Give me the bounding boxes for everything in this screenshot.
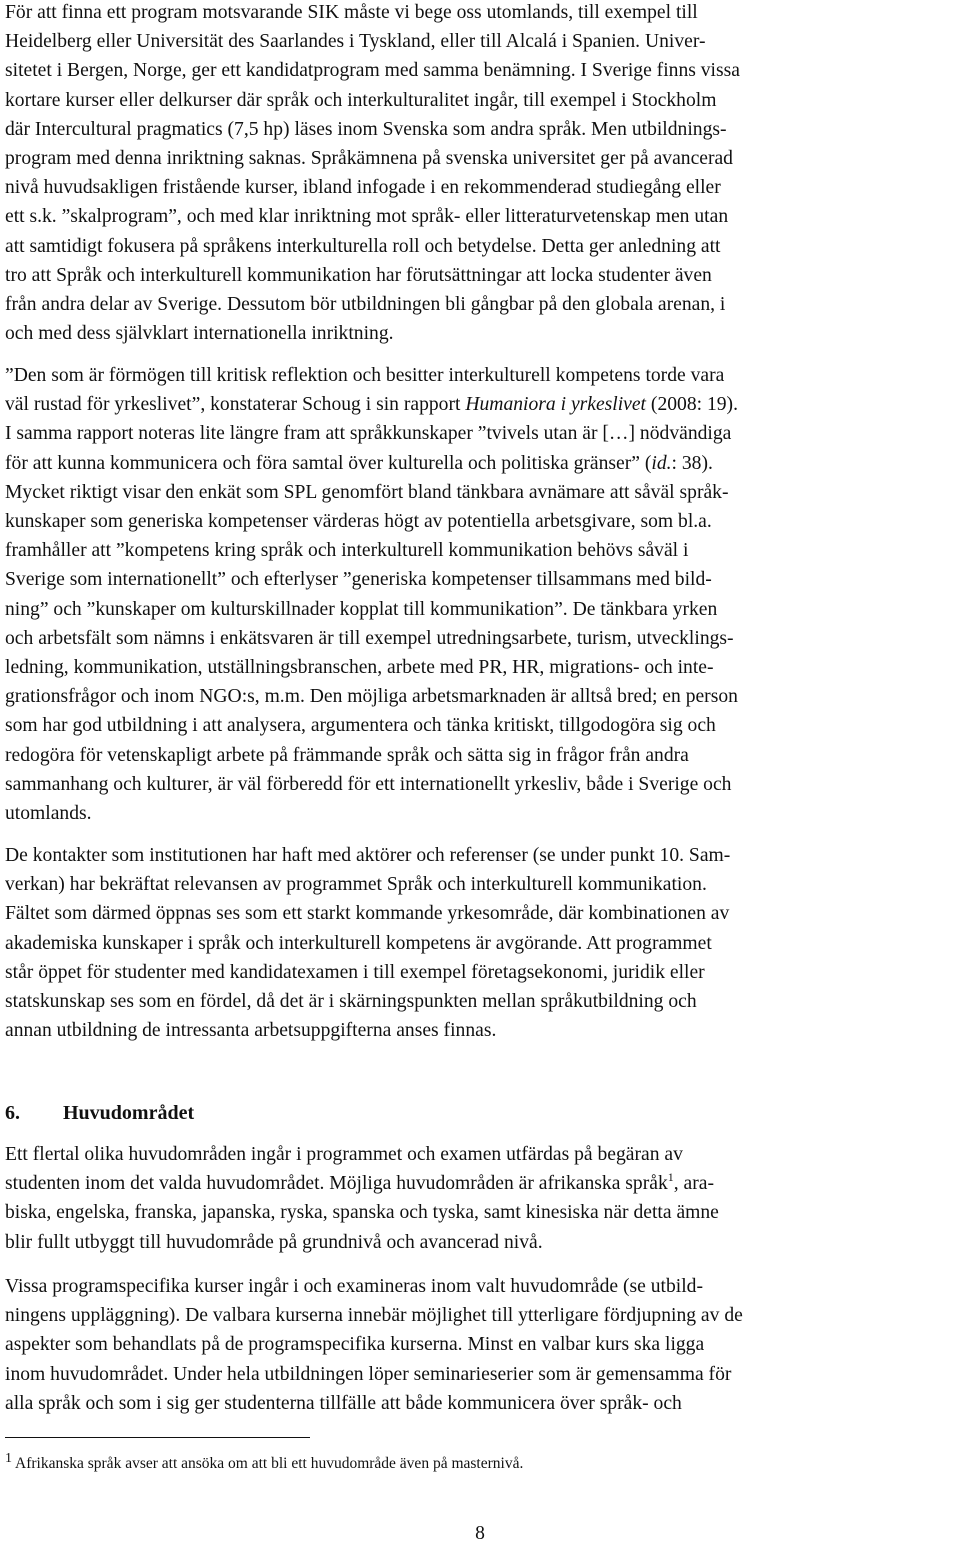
footnote-divider	[5, 1437, 310, 1438]
text-line: program med denna inriktning saknas. Språkämnena på svenska universitet ger på avancerad	[5, 148, 733, 170]
text-segment: studenten inom det valda huvudområdet. Möjliga huvudområden är afrikanska språk	[5, 1173, 668, 1195]
text-line: De kontakter som institutionen har haft med aktörer och referenser (se under punkt 10. Sam-	[5, 845, 731, 866]
text-line	[5, 1169, 957, 1198]
paragraph-program-comparison	[5, 0, 957, 348]
text-line: från andra delar av Sverige. Dessutom bör utbildningen bli gångbar på den globala arenan, i	[5, 294, 726, 316]
text-line: ”Den som är förmögen till kritisk reflektion och besitter interkulturell kompetens torde vara	[5, 365, 725, 386]
footnote-reference[interactable]: 1	[667, 1170, 674, 1185]
text-line: För att finna ett program motsvarande SIK måste vi bege oss utomlands, till exempel till	[5, 2, 698, 23]
paragraph-institution-contacts	[5, 841, 957, 1045]
text-line	[5, 390, 957, 419]
text-line: redogöra för vetenskapligt arbete på främmande språk och sätta sig in frågor från andra	[5, 744, 689, 766]
text-line: statskunskap ses som en fördel, då det är i skärningspunkten mellan språkutbildning och	[5, 991, 697, 1013]
section-title: Huvudområdet	[63, 1102, 195, 1124]
text-line: där Intercultural pragmatics (7,5 hp) läses inom Svenska som andra språk. Men utbildnings-	[5, 118, 727, 140]
text-line: Vissa programspecifika kurser ingår i och examineras inom valt huvudområde (se utbild-	[5, 1276, 704, 1297]
text-line: framhåller att ”kompetens kring språk och interkulturell kommunikation behövs såväl i	[5, 540, 689, 562]
text-line	[5, 449, 957, 478]
text-line: grationsfrågor och inom NGO:s, m.m. Den möjliga arbetsmarknaden är alltså bred; en person	[5, 686, 738, 708]
text-line: inom huvudområdet. Under hela utbildningen löper seminarieserier som är gemensamma för	[5, 1363, 732, 1385]
text-line: utomlands.	[5, 803, 92, 825]
text-line: Heidelberg eller Universität des Saarlandes i Tyskland, eller till Alcalá i Spanien. Univer-	[5, 31, 706, 53]
text-line: ning” och ”kunskaper om kulturskillnader kopplat till kommunikation”. De tänkbara yrken	[5, 598, 718, 620]
text-line: och med dess självklart internationella inriktning.	[5, 323, 394, 345]
text-line: I samma rapport noteras lite längre fram att språkkunskaper ”tvivels utan är […] nödvändiga	[5, 423, 732, 445]
text-line: alla språk och som i sig ger studenterna tillfälle att både kommunicera över språk- och	[5, 1392, 682, 1414]
citation-id: id.	[651, 452, 672, 474]
text-line: verkan) har bekräftat relevansen av programmet Språk och interkulturell kommunikation.	[5, 874, 707, 896]
text-line: och arbetsfält som nämns i enkätsvaren är till exempel utredningsarbete, turism, utvecklings-	[5, 627, 734, 649]
text-segment: (2008: 19).	[646, 394, 738, 416]
text-line: Mycket riktigt visar den enkät som SPL genomfört bland tänkbara avnämare att såväl språk-	[5, 481, 729, 503]
text-line: Fältet som därmed öppnas ses som ett starkt kommande yrkesområde, där kombinationen av	[5, 903, 730, 925]
text-line: tro att Språk och interkulturell kommunikation har förutsättningar att locka studenter även	[5, 264, 712, 286]
text-line: sitetet i Bergen, Norge, ger ett kandidatprogram med samma benämning. I Sverige finns vissa	[5, 60, 740, 82]
text-line: blir fullt utbyggt till huvudområde på grundnivå och avancerad nivå.	[5, 1231, 543, 1253]
text-line: kunskaper som generiska kompetenser värderas högt av potentiella arbetsgivare, som bl.a.	[5, 511, 712, 533]
text-line: ett s.k. ”skalprogram”, och med klar inriktning mot språk- eller litteraturvetenskap men utan	[5, 206, 729, 228]
text-line: biska, engelska, franska, japanska, ryska, spanska och tyska, samt kinesiska när detta ämne	[5, 1202, 719, 1224]
report-title: Humaniora i yrkeslivet	[465, 394, 647, 416]
section-number: 6.	[5, 1102, 20, 1124]
text-line: nivå huvudsakligen fristående kurser, ibland infogade i en rekommenderad studiegång eller	[5, 177, 721, 199]
text-line: Sverige som internationellt” och efterlyser ”generiska kompetenser tillsammans med bild-	[5, 569, 712, 591]
text-line: ledning, kommunikation, utställningsbranschen, arbete med PR, HR, migrations- och inte-	[5, 657, 714, 679]
text-segment: : 38).	[671, 452, 713, 474]
text-line: akademiska kunskaper i språk och interkulturell kompetens är avgörande. Att programmet	[5, 932, 712, 954]
footnote-text: Afrikanska språk avser att ansöka om att bli ett huvudområde även på masternivå.	[15, 1455, 524, 1472]
text-segment: väl rustad för yrkeslivet”, konstaterar Schoug i sin rapport	[5, 394, 466, 416]
text-line: som har god utbildning i att analysera, argumentera och tänka kritiskt, tillgodogöra sig och	[5, 715, 716, 737]
footnote	[5, 1449, 523, 1474]
text-segment: , ara-	[673, 1173, 714, 1195]
text-line: att samtidigt fokusera på språkens interkulturella roll och betydelse. Detta ger anledning att	[5, 235, 721, 257]
text-line: ningens uppläggning). De valbara kurserna innebär möjlighet till ytterligare fördjupning av de	[5, 1305, 743, 1327]
text-line: kortare kurser eller delkurser där språk och interkulturalitet ingår, till exempel i Stockholm	[5, 89, 717, 111]
paragraph-continuation	[5, 478, 957, 828]
text-line: står öppet för studenter med kandidatexamen i till exempel företagsekonomi, juridik eller	[5, 961, 705, 983]
paragraph-main-areas	[5, 1140, 957, 1257]
text-line: aspekter som behandlats på de programspecifika kurserna. Minst en valbar kurs ska ligga	[5, 1334, 705, 1356]
text-line: Ett flertal olika huvudområden ingår i programmet och examen utfärdas på begäran av	[5, 1144, 683, 1165]
text-line: annan utbildning de intressanta arbetsuppgifterna anses finnas.	[5, 1020, 497, 1042]
footnote-mark: 1	[5, 1451, 12, 1466]
paragraph-program-courses	[5, 1272, 957, 1418]
paragraph-professional-relevance	[5, 361, 957, 828]
page-number: 8	[475, 1523, 485, 1544]
text-line: sammanhang och kulturer, är väl förberedd för ett internationellt yrkesliv, både i Sverige och	[5, 773, 732, 795]
section-heading	[5, 1099, 194, 1128]
text-segment: för att kunna kommunicera och föra samtal över kulturella och politiska gränser” (	[5, 452, 652, 474]
